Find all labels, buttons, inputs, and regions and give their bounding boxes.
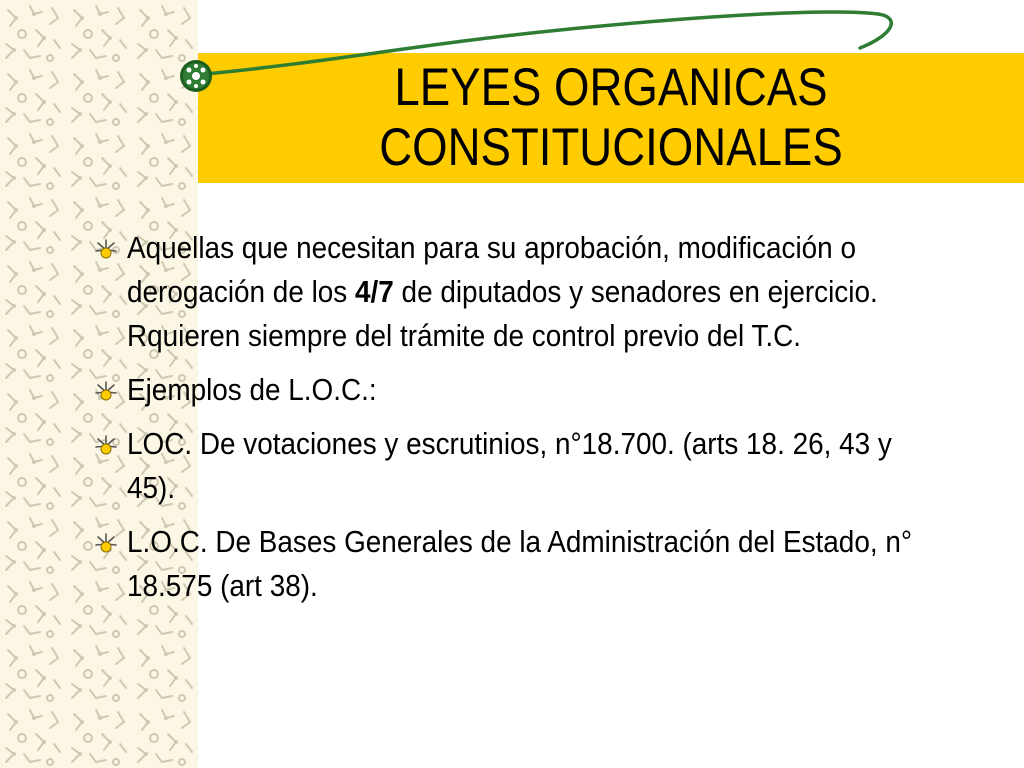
bullet-text-part: Aquellas que necesitan para su aprobación, modificación o derogación de los	[127, 230, 856, 309]
bullet-item-examples-heading	[95, 368, 955, 412]
starburst-bullet-icon	[95, 533, 117, 555]
bullet-text-part: Ejemplos de L.O.C.:	[127, 372, 377, 407]
bullet-text-part: de diputados y senadores en ejercicio. Rquieren siempre del trámite de control previo del T.C.	[127, 274, 878, 353]
bullet-list	[95, 226, 955, 618]
starburst-bullet-icon	[95, 239, 117, 261]
bullet-text-bold-part: 4/7	[355, 274, 394, 309]
bullet-text	[127, 520, 919, 608]
slide-title-line-2: CONSTITUCIONALES	[379, 118, 843, 177]
bullet-text-part: LOC. De votaciones y escrutinios, n°18.700. (arts 18. 26, 43 y 45).	[127, 426, 892, 505]
bullet-text	[127, 368, 919, 412]
bullet-item-definition	[95, 226, 955, 358]
bullet-item-loc-votaciones	[95, 422, 955, 510]
slide-title	[256, 53, 966, 183]
starburst-bullet-icon	[95, 381, 117, 403]
slide-title-line-1: LEYES ORGANICAS	[394, 58, 828, 117]
bullet-text	[127, 226, 919, 358]
starburst-bullet-icon	[95, 435, 117, 457]
bullet-item-loc-administracion	[95, 520, 955, 608]
bullet-text-part: L.O.C. De Bases Generales de la Administración del Estado, n° 18.575 (art 38).	[127, 524, 913, 603]
bullet-text	[127, 422, 919, 510]
